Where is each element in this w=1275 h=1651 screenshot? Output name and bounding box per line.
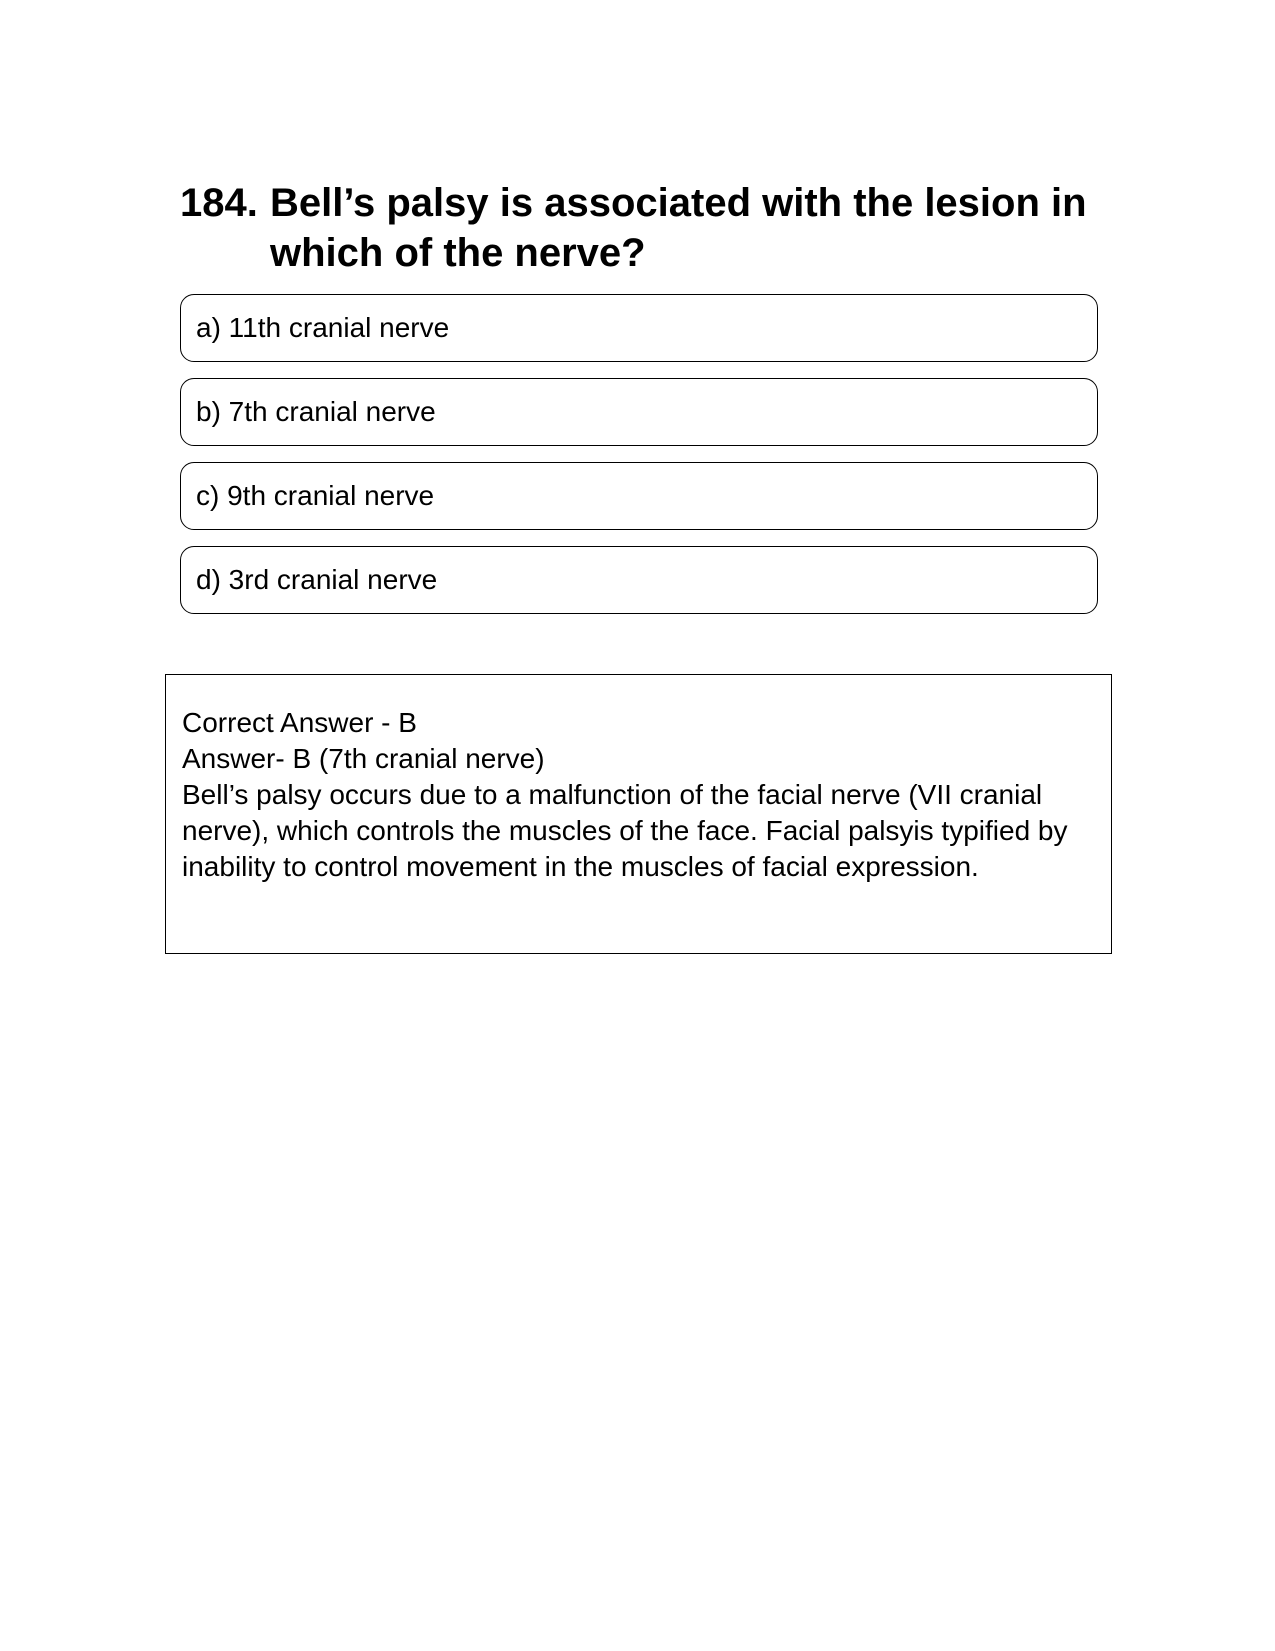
option-d[interactable]: d) 3rd cranial nerve xyxy=(180,546,1098,614)
correct-answer: Correct Answer - B xyxy=(182,707,417,738)
question-text: Bell’s palsy is associated with the lesion in which of the nerve? xyxy=(270,181,1087,275)
answer-explanation: Bell’s palsy occurs due to a malfunction of the facial nerve (VII cranial nerve), which controls the muscles of the face. Facial palsyis typified by inability to control movement in the muscles of facial expression. xyxy=(182,779,1068,882)
option-a[interactable]: a) 11th cranial nerve xyxy=(180,294,1098,362)
answer-box xyxy=(165,674,1112,954)
answer-detail: Answer- B (7th cranial nerve) xyxy=(182,743,545,774)
options-list xyxy=(180,294,1098,630)
question-number: 184. xyxy=(180,181,258,225)
option-b[interactable]: b) 7th cranial nerve xyxy=(180,378,1098,446)
option-c[interactable]: c) 9th cranial nerve xyxy=(180,462,1098,530)
question xyxy=(180,178,1100,278)
